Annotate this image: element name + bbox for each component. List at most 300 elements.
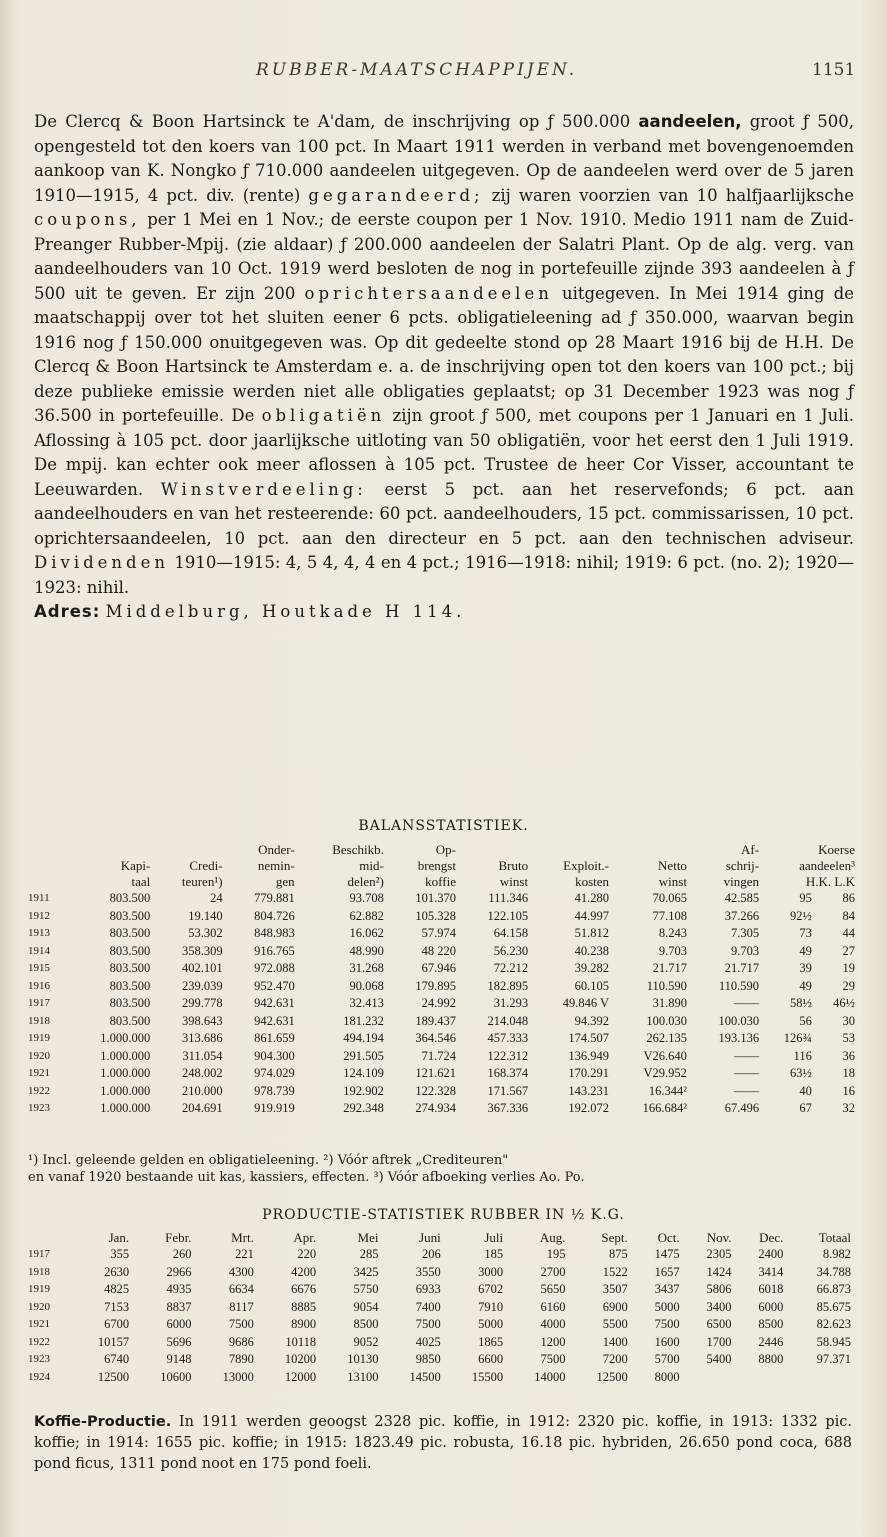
table-cell: 49 (799, 943, 812, 958)
table-cell: 24 (210, 891, 223, 905)
text-run: per 1 Mei en 1 Nov.; de eerste coupon per 1 Nov. 1910. Medio 1911 nam de Zuid-Preanger Rubber-Mpij. (zie aldaar) ƒ 200.000 aandeelen der Salatri Plant. Op de alg. verg. van aandeelhouders van 10 Oct. 1919 werd besloten de nog in portefeuille zijnde 393 aandeelen à ƒ 500 uit te geven. Er zijn 200 (34, 210, 854, 303)
table-cell: 13000 (222, 1369, 254, 1384)
table-cell: 6740 (104, 1352, 130, 1366)
spaced-term: Winstverdeeling: (160, 479, 367, 499)
table-cell: 67 (799, 1101, 812, 1115)
table-cell: 4935 (166, 1282, 192, 1296)
column-header: mid- (359, 858, 384, 873)
table-row (28, 1334, 854, 1352)
table-cell: 58.945 (816, 1334, 851, 1349)
table-cell: 6160 (540, 1299, 566, 1314)
table-cell: 9686 (228, 1334, 254, 1349)
address-line (34, 600, 854, 625)
text-run: eerst 5 pct. aan het reservefonds; 6 pct. aan aandeelhouders en van het resteerende: 60 pct. aandeelhouders, 15 pct. commissarissen, 10 pct. oprichtersaandeelen, 10 pct. aan den directeur en 5 pct. aan den technischen adviseur. (34, 479, 854, 548)
column-header (28, 858, 67, 874)
table-cell: 8500 (353, 1317, 379, 1331)
table-cell: 72.212 (493, 961, 529, 975)
column-header: schrij- (725, 858, 760, 873)
table-row (28, 1246, 854, 1264)
column-header: Koerse (818, 842, 855, 857)
table-cell: 10600 (160, 1369, 192, 1384)
balance-table-header (28, 842, 858, 890)
table-cell: 3000 (478, 1264, 504, 1279)
table-cell: 292.348 (343, 1101, 384, 1115)
table-cell: 3400 (706, 1299, 732, 1314)
balance-table (28, 842, 858, 1118)
page-number: 1151 (812, 60, 856, 80)
table-cell: 1865 (478, 1334, 504, 1349)
table-cell: 804.726 (254, 908, 295, 923)
table-cell: 978.739 (254, 1083, 295, 1098)
column-header: delen²) (347, 874, 384, 889)
row-year: 1914 (28, 944, 50, 957)
column-header: Netto (658, 858, 687, 873)
table-row (28, 1299, 854, 1317)
column-header (531, 842, 612, 858)
table-cell: 49.846 V (562, 996, 610, 1010)
column-header: Aug. (539, 1230, 566, 1245)
table-cell: 66.873 (816, 1282, 851, 1296)
row-year: 1919 (28, 1283, 50, 1295)
table-cell: 6700 (104, 1317, 130, 1331)
table-cell: 64.158 (493, 926, 529, 940)
table-cell: 57.974 (421, 926, 456, 940)
table-cell (735, 1369, 787, 1387)
column-header: vingen (723, 874, 760, 889)
table-cell: 193.136 (718, 1031, 760, 1045)
table-cell: 19.140 (188, 908, 223, 923)
address-value: Middelburg, Houtkade H 114. (105, 602, 466, 621)
table-cell: 192.902 (343, 1083, 384, 1098)
table-cell: 48.990 (349, 943, 384, 958)
table-cell: 494.194 (343, 1031, 384, 1045)
table-cell: 67.496 (724, 1101, 760, 1115)
table-cell: 5696 (166, 1334, 192, 1349)
column-header (28, 1230, 70, 1246)
table-cell: 220 (297, 1247, 317, 1261)
table-row (28, 978, 858, 996)
table-cell: 14000 (534, 1369, 566, 1384)
table-cell: 6600 (478, 1352, 504, 1366)
table-cell (683, 1369, 735, 1387)
table-cell: 53 (842, 1031, 855, 1045)
row-year: 1911 (28, 892, 50, 904)
spaced-term: obligatiën (261, 406, 386, 425)
table-cell: 803.500 (109, 891, 151, 905)
table-cell: —— (734, 1066, 760, 1080)
column-header: taal (131, 874, 151, 889)
table-cell: 7500 (415, 1317, 441, 1331)
table-cell: 2700 (540, 1264, 566, 1279)
table-cell: 8117 (229, 1299, 254, 1314)
row-year: 1916 (28, 979, 50, 992)
column-header: Op- (435, 842, 456, 857)
table-cell: 21.717 (652, 961, 687, 975)
table-cell: 4300 (228, 1264, 254, 1279)
table-cell: 56.230 (493, 943, 529, 958)
table-row (28, 1065, 858, 1083)
table-cell: 44.997 (574, 908, 610, 923)
table-cell: 70.065 (652, 891, 687, 905)
row-year: 1913 (28, 927, 50, 939)
table-cell: 7500 (228, 1317, 254, 1331)
table-cell: 166.684² (642, 1101, 687, 1115)
column-header: Exploit.- (563, 858, 610, 873)
table-cell: 2446 (758, 1334, 784, 1349)
row-year: 1917 (28, 1248, 50, 1260)
column-header: Mrt. (231, 1230, 254, 1245)
table-cell: 210.000 (181, 1083, 223, 1098)
table-cell: 1.000.000 (100, 1083, 151, 1098)
column-header: Juli (484, 1230, 504, 1245)
column-header: Jan. (108, 1230, 130, 1245)
text-run: De Clercq & Boon Hartsinck te A'dam, de inschrijving op ƒ 500.000 (34, 112, 639, 131)
column-header: Nov. (706, 1230, 732, 1245)
table-cell: 2305 (706, 1247, 732, 1261)
table-cell: 274.934 (415, 1101, 456, 1115)
column-header: Febr. (165, 1230, 192, 1245)
table-cell: 39 (799, 961, 812, 975)
table-cell: 111.346 (488, 891, 529, 905)
table-cell: 875 (609, 1247, 628, 1261)
coffee-production (34, 1412, 852, 1475)
table-cell: 31.890 (652, 996, 687, 1010)
row-year: 1918 (28, 1014, 50, 1027)
balance-table-body (28, 890, 858, 1118)
table-cell: 37.266 (724, 908, 760, 923)
table-cell: —— (734, 1083, 760, 1098)
table-cell: 124.109 (343, 1066, 384, 1080)
table-cell: 1657 (654, 1264, 680, 1279)
table-cell: 364.546 (415, 1031, 456, 1045)
bold-term: aandeelen, (638, 112, 742, 131)
production-table (28, 1230, 854, 1386)
table-cell: 7500 (654, 1317, 680, 1331)
column-header: Mei (357, 1230, 379, 1245)
description-paragraph (34, 110, 854, 600)
column-header: gen (275, 874, 295, 889)
table-row (28, 890, 858, 908)
table-cell: 916.765 (254, 943, 295, 958)
table-cell: 214.048 (487, 1013, 529, 1028)
table-cell: 12500 (596, 1369, 628, 1384)
table-cell: 16.062 (349, 926, 384, 940)
table-cell: 8837 (166, 1299, 192, 1314)
table-cell: 51.812 (574, 926, 610, 940)
table-cell: 358.309 (181, 943, 223, 958)
column-header: Apr. (293, 1230, 317, 1245)
column-header (612, 842, 690, 858)
column-header: kosten (575, 874, 610, 889)
table-cell: 14500 (409, 1369, 441, 1384)
table-cell: 974.029 (254, 1066, 295, 1080)
table-cell: 170.291 (568, 1066, 610, 1080)
row-year: 1920 (28, 1049, 50, 1062)
table-cell: 179.895 (415, 978, 456, 993)
row-year: 1922 (28, 1084, 50, 1097)
column-header: Onder- (258, 842, 295, 857)
table-cell: 97.371 (816, 1352, 851, 1366)
table-cell: 2966 (166, 1264, 192, 1279)
table-cell: 9054 (353, 1299, 379, 1314)
table-cell: 6000 (758, 1299, 784, 1314)
row-year: 1924 (28, 1370, 50, 1383)
table-cell: 7400 (415, 1299, 441, 1314)
table-cell: 262.135 (646, 1031, 687, 1045)
column-header: Credi- (189, 858, 223, 873)
table-cell: 1.000.000 (100, 1048, 151, 1063)
balance-footnote-1: ¹) Incl. geleende gelden en obligatieleening. ²) Vóór aftrek „Crediteuren" (28, 1153, 509, 1168)
table-cell: 5000 (654, 1299, 680, 1314)
table-cell: 105.328 (415, 908, 456, 923)
running-title: RUBBER-MAATSCHAPPIJEN. (256, 60, 578, 80)
table-cell: 311.054 (182, 1048, 223, 1063)
table-cell: 5806 (706, 1282, 732, 1296)
table-cell: 8900 (291, 1317, 317, 1331)
table-cell: 1424 (706, 1264, 732, 1279)
table-cell: 85.675 (816, 1299, 851, 1314)
row-year: 1923 (28, 1102, 50, 1114)
table-cell: 185 (484, 1247, 504, 1261)
table-cell: 1200 (540, 1334, 566, 1349)
table-cell: 8.982 (822, 1247, 851, 1261)
table-cell: V26.640 (643, 1048, 687, 1063)
table-cell: 171.567 (487, 1083, 529, 1098)
table-cell: 31.293 (493, 996, 529, 1010)
table-cell: 44 (842, 926, 855, 940)
table-cell: 8800 (758, 1352, 784, 1366)
table-cell: 1400 (602, 1334, 628, 1349)
table-cell: 19 (842, 961, 855, 975)
table-cell: 10130 (347, 1352, 379, 1366)
column-header: koffie (425, 874, 456, 889)
table-row (28, 1048, 858, 1066)
table-cell: 60.105 (574, 978, 610, 993)
table-cell: 143.231 (568, 1083, 610, 1098)
table-cell: 1522 (602, 1264, 628, 1279)
coffee-label: Koffie-Productie. (34, 1414, 172, 1430)
table-cell: 10157 (97, 1334, 130, 1349)
table-cell: 42.585 (724, 891, 760, 905)
table-cell: 861.659 (254, 1031, 295, 1045)
table-cell: 82.623 (816, 1317, 851, 1331)
row-year: 1921 (28, 1318, 50, 1330)
text-run: uitgegeven. In Mei 1914 ging de maatschappij over tot het sluiten eener 6 pcts. obligatieleening ad ƒ 350.000, waarvan begin 1916 nog ƒ 150.000 onuitgegeven was. Op dit gedeelte stond op 28 Maart 1916 bij de H.H. De Clercq & Boon Hartsinck te Amsterdam e. a. de inschrijving open tot den koers van 100 pct.; bij deze publieke emissie werden niet alle obligaties geplaatst; op 31 December 1923 was nog ƒ 36.500 in portefeuille. De (34, 283, 855, 425)
table-cell: 299.778 (181, 996, 223, 1010)
table-cell: 122.312 (487, 1048, 529, 1063)
row-year: 1921 (28, 1067, 50, 1079)
table-cell: 174.507 (568, 1031, 610, 1045)
table-cell: 6500 (706, 1317, 732, 1331)
table-cell: 7200 (602, 1352, 628, 1366)
table-cell: 803.500 (109, 1013, 151, 1028)
table-cell: 36 (842, 1048, 855, 1063)
production-table-header (28, 1230, 854, 1246)
table-row (28, 908, 858, 926)
column-header (28, 842, 67, 858)
table-cell: 4025 (415, 1334, 441, 1349)
table-row (28, 1100, 858, 1118)
column-header: Af- (741, 842, 760, 857)
text-run: groot ƒ 500, opengesteld tot den koers van 100 pct. In Maart 1911 werden in verband met bovengenoemden aankoop van K. Nongko ƒ 710.000 aandeelen uitgegeven. Op de aandeelen werd over de 5 jaren 1910—1915, 4 pct. div. (rente) (34, 112, 854, 205)
column-header: Bruto (498, 858, 529, 873)
table-cell: 1600 (654, 1334, 680, 1349)
column-header: winst (499, 874, 529, 889)
page-header (0, 58, 887, 88)
table-cell: 15500 (471, 1369, 504, 1384)
table-cell: 110.590 (718, 978, 760, 993)
column-header (153, 842, 225, 858)
balance-footnote-2: en vanaf 1920 bestaande uit kas, kassiers, effecten. ³) Vóór afboeking verlies Ao. Po. (28, 1170, 585, 1185)
table-cell: 803.500 (109, 926, 151, 940)
table-cell: 972.088 (254, 961, 295, 975)
table-cell: 1475 (654, 1247, 680, 1261)
table-cell: 192.072 (568, 1101, 610, 1115)
table-cell: 8.243 (658, 926, 687, 940)
table-cell: 204.691 (181, 1101, 223, 1115)
table-cell: 4000 (540, 1317, 566, 1331)
table-cell: 49 (799, 978, 812, 993)
table-cell: 48 220 (421, 943, 456, 958)
table-cell: 136.949 (568, 1048, 610, 1063)
table-cell: 9.703 (658, 943, 687, 958)
table-cell: 182.895 (487, 978, 529, 993)
table-cell: 24.992 (421, 996, 456, 1010)
table-cell: 8000 (654, 1369, 680, 1384)
row-year: 1917 (28, 997, 50, 1009)
column-header: Juni (419, 1230, 441, 1245)
table-cell: 16.344² (648, 1083, 687, 1098)
row-year: 1923 (28, 1353, 50, 1365)
table-row (28, 995, 858, 1013)
table-cell: 3425 (353, 1264, 379, 1279)
table-cell: 3414 (758, 1264, 784, 1279)
column-header: nemin- (257, 858, 295, 873)
header-row (28, 842, 858, 858)
table-cell: 6933 (415, 1282, 441, 1296)
table-cell: 6702 (478, 1282, 504, 1296)
table-cell: 10118 (285, 1334, 317, 1349)
column-header: winst (658, 874, 687, 889)
table-cell: 367.336 (487, 1101, 529, 1115)
table-cell: 40 (799, 1083, 812, 1098)
table-cell: 9052 (353, 1334, 379, 1349)
column-header (459, 842, 531, 858)
column-header: Totaal (818, 1230, 851, 1245)
column-header: brengst (417, 858, 456, 873)
table-cell: 12000 (284, 1369, 317, 1384)
table-cell: 73 (799, 926, 812, 940)
table-cell: 5750 (353, 1282, 379, 1296)
table-cell: 34.788 (816, 1264, 851, 1279)
table-cell: 101.370 (415, 891, 456, 905)
table-cell: 32 (842, 1101, 855, 1115)
table-cell: 40.238 (574, 943, 610, 958)
table-cell: 206 (422, 1247, 441, 1261)
table-cell: 67.946 (421, 961, 456, 975)
table-cell: 9.703 (730, 943, 760, 958)
table-cell: 32.413 (349, 996, 384, 1010)
column-header: Kapi- (120, 858, 151, 873)
balance-title: BALANSSTATISTIEK. (358, 818, 529, 834)
table-cell: 121.621 (415, 1066, 456, 1080)
table-cell: 9850 (415, 1352, 441, 1366)
table-cell: 31.268 (349, 961, 384, 975)
table-cell: 30 (842, 1013, 855, 1028)
table-cell: 1.000.000 (100, 1101, 151, 1115)
table-cell (786, 1369, 854, 1387)
table-cell: 63½ (789, 1066, 812, 1080)
table-cell: 39.282 (574, 961, 610, 975)
table-cell: V29.952 (643, 1066, 687, 1080)
header-row (28, 874, 858, 890)
table-cell: 7.305 (730, 926, 760, 940)
text-run: zijn groot ƒ 500, met coupons per 1 Januari en 1 Juli. Aflossing à 105 pct. door jaarlijksche uitloting van 50 obligatiën, voor het eerst den 1 Juli 1919. De mpij. kan echter ook meer aflossen à 105 pct. Trustee de heer Cor Visser, accountant te Leeuwarden. (34, 406, 854, 499)
header-row (28, 858, 858, 874)
table-cell: 6018 (758, 1282, 784, 1296)
production-title: PRODUCTIE-STATISTIEK RUBBER IN ½ K.G. (262, 1207, 625, 1223)
table-cell: 3507 (602, 1282, 628, 1296)
table-cell: 7153 (104, 1299, 130, 1314)
table-cell: 457.333 (487, 1031, 529, 1045)
row-year: 1922 (28, 1335, 50, 1348)
table-cell: 2400 (758, 1247, 784, 1261)
table-cell: 4200 (291, 1264, 317, 1279)
table-row (28, 1369, 854, 1387)
table-cell: 122.328 (415, 1083, 456, 1098)
table-cell: 7500 (540, 1352, 566, 1366)
table-cell: 53.302 (188, 926, 223, 940)
table-cell: 10200 (284, 1352, 317, 1366)
column-header: aandeelen³ (799, 858, 855, 873)
table-row (28, 1030, 858, 1048)
table-cell: 12500 (97, 1369, 130, 1384)
table-cell: 355 (110, 1247, 130, 1261)
table-cell: 402.101 (181, 961, 223, 975)
coffee-text: In 1911 werden geoogst 2328 pic. koffie, in 1912: 2320 pic. koffie, in 1913: 1332 pic. koffie; in 1914: 1655 pic. koffie; in 1915: 1823.49 pic. robusta, 16.18 pic. hybriden, 26.650 pond coca, 688 pond ficus, 1311 pond noot en 175 pond foeli. (34, 1414, 852, 1472)
table-cell: 16 (842, 1083, 855, 1098)
table-cell: 803.500 (109, 961, 151, 975)
table-cell: 2630 (104, 1264, 130, 1279)
table-cell: 100.030 (646, 1013, 687, 1028)
table-cell: 21.717 (724, 961, 760, 975)
table-row (28, 1013, 858, 1031)
row-year: 1918 (28, 1265, 50, 1278)
table-cell: 313.686 (181, 1031, 223, 1045)
table-cell: 248.002 (181, 1066, 223, 1080)
table-cell: 1.000.000 (100, 1031, 151, 1045)
table-cell: 168.374 (487, 1066, 529, 1080)
table-cell: 122.105 (487, 908, 529, 923)
table-row (28, 1351, 854, 1369)
table-cell: 5400 (706, 1352, 732, 1366)
table-cell: 5500 (602, 1317, 628, 1331)
table-cell: 952.470 (254, 978, 295, 993)
table-cell: 95 (799, 891, 812, 905)
table-cell: 5700 (654, 1352, 680, 1366)
table-cell: 93.708 (349, 891, 384, 905)
table-cell: 7890 (228, 1352, 254, 1366)
table-cell: 942.631 (254, 996, 295, 1010)
column-header: Beschikb. (332, 842, 384, 857)
table-row (28, 925, 858, 943)
spaced-term: Dividenden (34, 553, 170, 572)
table-cell: 779.881 (254, 891, 295, 905)
table-cell: 803.500 (109, 908, 151, 923)
production-table-body (28, 1246, 854, 1386)
table-cell: 285 (359, 1247, 379, 1261)
column-header: Sept. (601, 1230, 628, 1245)
